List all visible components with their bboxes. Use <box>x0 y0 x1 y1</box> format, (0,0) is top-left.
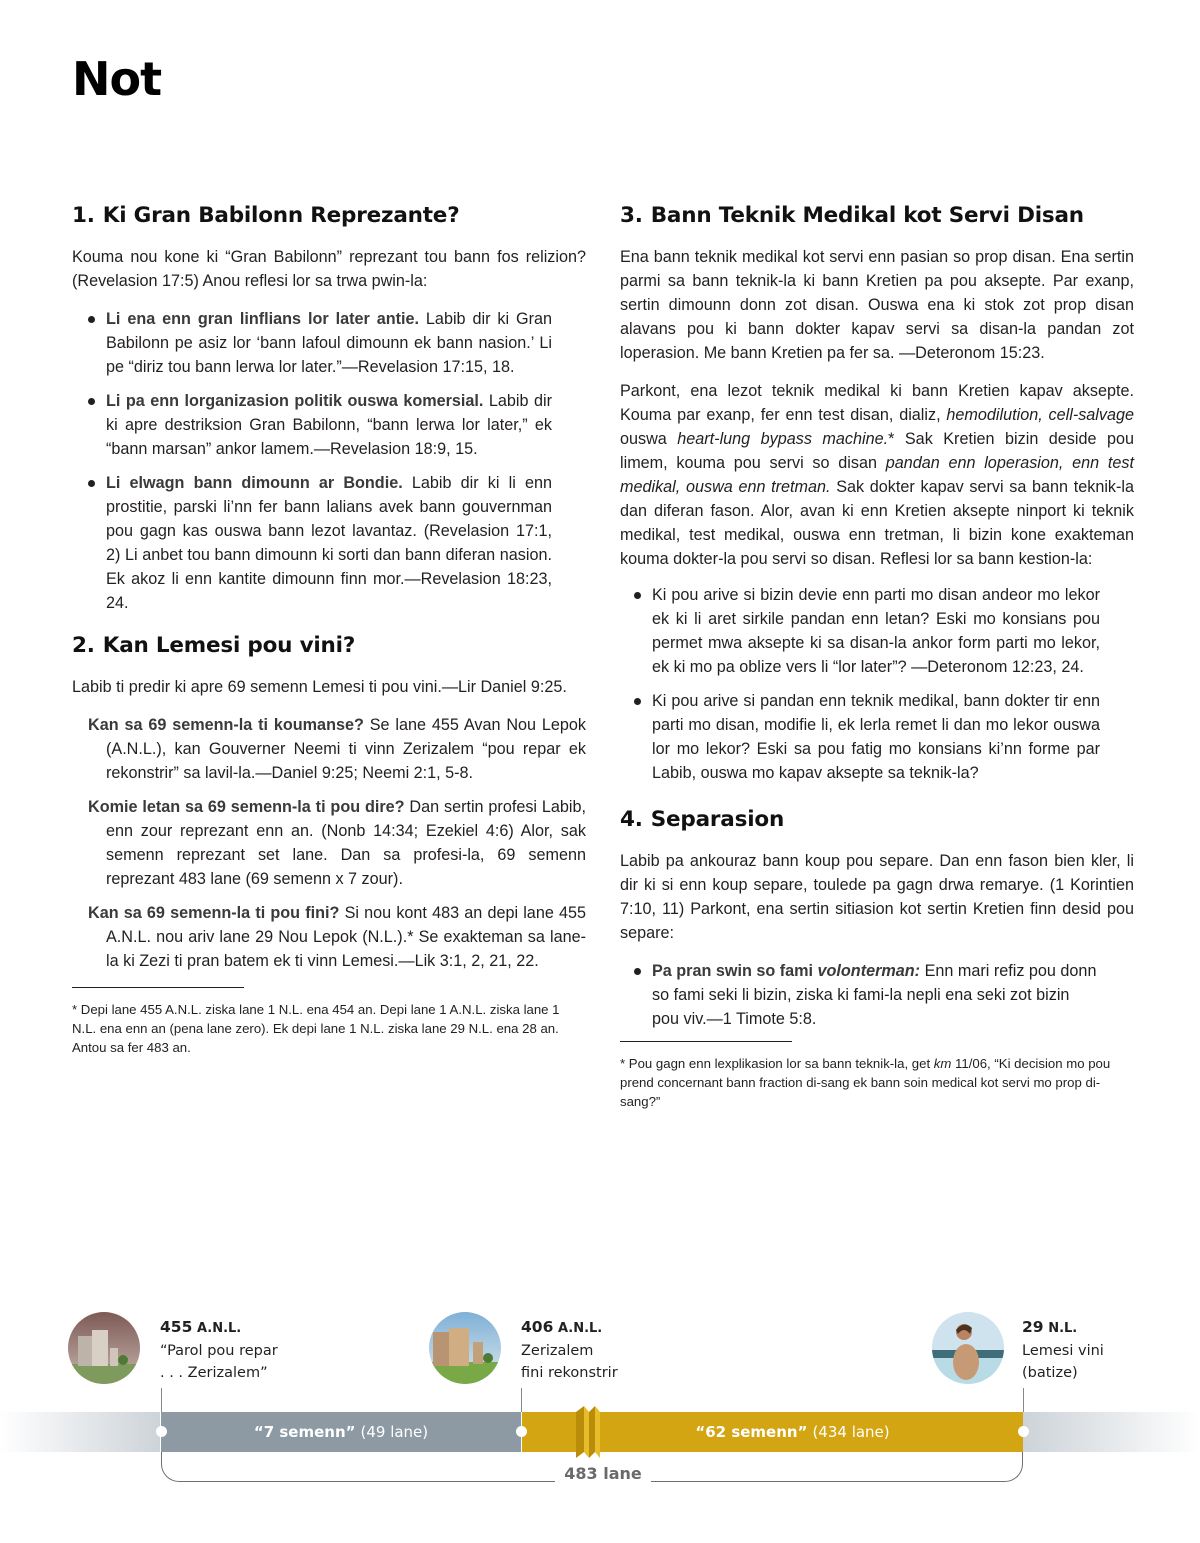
section-1-heading <box>72 203 586 229</box>
section-2-heading <box>72 633 586 659</box>
bullet-text: Labib dir ki apre destriksion Gran Babilonn, “bann lerwa lor later,” ek “bann marsan” ankor lamem.—Revelasion 18:9, 15. <box>106 391 552 458</box>
section-number: 3. <box>620 203 643 228</box>
rebuilt-walls-icon <box>429 1312 501 1384</box>
bullet-icon <box>88 398 95 405</box>
bullet-icon <box>634 592 641 599</box>
event-455-label <box>160 1316 278 1384</box>
section-1-bullets <box>72 307 586 615</box>
segment-years: (434 lane) <box>812 1423 890 1441</box>
right-column <box>620 203 1134 1111</box>
qa-question: Komie letan sa 69 semenn-la ti pou dire? <box>88 797 405 816</box>
italic-term: pandan enn loperasion, enn test medikal, ouswa enn tretman. <box>620 453 1134 496</box>
italic-term: km <box>933 1055 952 1071</box>
bullet-text: Enn mari refiz pou donn so fami seki li bizin, ziska ki fami-la nepli ena seki zot bizin pou viv.—1 Timote 5:8. <box>652 961 1097 1028</box>
event-29-label <box>1022 1316 1104 1384</box>
bullet-text: Ki pou arive si pandan enn teknik medikal, bann dokter tir enn parti mo disan, modifie li, ek lerla remet li dan mo lekor ouswa lor mo lekor? Eski sa pou fatig mo konsians ki’nn forme par Labib, ouswa mo kapav aksepte sa teknik-la? <box>652 691 1100 782</box>
italic-term: heart-lung bypass machine. <box>677 429 889 448</box>
event-year: 455 <box>160 1318 193 1336</box>
event-tick <box>161 1388 162 1412</box>
event-description: Lemesi vini <box>1022 1343 1104 1359</box>
section-3-paragraph-2 <box>620 379 1134 571</box>
bullet-lead: Pa pran swin so fami <box>652 961 818 980</box>
timeline-node <box>1018 1426 1029 1437</box>
event-era: A.N.L. <box>196 1321 242 1336</box>
bullet-text: Ki pou arive si bizin devie enn parti mo disan andeor mo lekor ek ki li aret sirkile pandan enn letan? Eski mo konsians pou permet mwa aksepte ki sa disan-la ankor form parti mo lekor, ek ki mo pa oblize vers li “lor later”? —Deteronom 12:23, 24. <box>652 585 1100 676</box>
text-run: Sak dokter kapav servi sa bann teknik-la dan diferan fason. Alor, avan ki enn Kretien aksepte ninport ki teknik medikal, test medikal, ouswa enn tretman, li bizin kone exakteman kouma dokter-la pou servi so disan. Reflesi lor sa bann kestion-la: <box>620 477 1134 568</box>
text-run: * Pou gagn enn lexplikasion lor sa bann teknik-la, get <box>620 1055 934 1071</box>
timeline-fade-left <box>0 1412 160 1452</box>
qa-question: Kan sa 69 semenn-la ti koumanse? <box>88 715 364 734</box>
seventy-weeks-timeline <box>0 1300 1200 1500</box>
footnote-left: * Depi lane 455 A.N.L. ziska lane 1 N.L. ena 454 an. Depi lane 1 A.N.L. ziska lane 1 N.L. ena enn an (pena lane zero). Ek depi lane 1 N.L. ziska lane 29 N.L. ena 28 an. Antou sa fer 483 an. <box>72 1001 560 1055</box>
section-2 <box>72 633 586 1057</box>
bullet-item <box>72 471 586 615</box>
bullet-lead-italic: volonterman: <box>817 961 921 980</box>
bullet-item <box>620 689 1134 785</box>
event-era: N.L. <box>1048 1321 1078 1336</box>
baptism-icon <box>932 1312 1004 1384</box>
event-description: Zerizalem <box>521 1343 594 1359</box>
bullet-item <box>620 959 1134 1031</box>
ruined-walls-icon <box>68 1312 140 1384</box>
footnote-divider <box>620 1041 792 1042</box>
italic-term: hemodilution, cell-salvage <box>946 405 1135 424</box>
section-4 <box>620 807 1134 1111</box>
section-number: 4. <box>620 806 643 832</box>
bullet-icon <box>88 480 95 487</box>
segment-label: “7 semenn” <box>253 1423 356 1441</box>
footnote-right <box>620 1054 1134 1111</box>
section-3-paragraph-1: Ena bann teknik medikal kot servi enn pasian so prop disan. Ena sertin parmi sa bann teknik-la ki bann Kretien pa pou aksepte. Par exanp, sertin dimounn donn zot disan. Ouswa ena ki stok zot prop disan alavans pou ki bann dokter kapav servi sa disan-la pandan zot loperasion. Me bann Kretien pa fer sa. —Deteronom 15:23. <box>620 247 1134 362</box>
timeline-fade-right <box>1023 1412 1200 1452</box>
section-4-bullets <box>620 959 1134 1031</box>
section-title: Bann Teknik Medikal kot Servi Disan <box>650 203 1084 228</box>
section-number: 2. <box>72 632 95 658</box>
bullet-icon <box>634 698 641 705</box>
bullet-item <box>620 583 1134 679</box>
event-year: 29 <box>1022 1318 1044 1336</box>
qa-answer: Se lane 455 Avan Nou Lepok (A.N.L.), kan Gouverner Neemi ti vinn Zerizalem “pou repar ek rekonstrir” sa lavil-la.—Daniel 9:25; Neemi 2:1, 5-8. <box>106 715 586 782</box>
text-run: Parkont, ena lezot teknik medikal ki bann Kretien kapav aksepte. Kouma par exanp, fer enn test disan, dializ, <box>620 381 1134 424</box>
segment-label: “62 semenn” <box>695 1423 808 1441</box>
section-3 <box>620 203 1134 785</box>
bullet-lead: Li ena enn gran linflians lor later antie. <box>106 309 419 328</box>
event-description: fini rekonstrir <box>521 1365 618 1381</box>
text-run: 11/06, “Ki decision mo pou prend concernant bann fraction di-sang ek bann soin medical kot servi mo prop di-sang?” <box>620 1055 1111 1109</box>
qa-item <box>88 901 586 973</box>
event-tick <box>521 1388 522 1412</box>
event-year: 406 <box>521 1318 554 1336</box>
page-title: Not <box>72 52 162 106</box>
bullet-item <box>72 307 586 379</box>
section-title: Separasion <box>650 806 785 832</box>
segment-7-weeks <box>161 1412 521 1452</box>
bullet-text: Labib dir ki Gran Babilonn pe asiz lor ‘bann lafoul dimounn ek bann nasion.’ Li pe “diriz tou bann lerwa lor later.”—Revelasion 17:15, 18. <box>106 309 553 376</box>
segment-years: (49 lane) <box>360 1423 429 1441</box>
event-tick <box>1023 1388 1024 1412</box>
section-3-heading <box>620 203 1134 229</box>
bullet-lead: Li elwagn bann dimounn ar Bondie. <box>106 473 403 492</box>
bullet-text: Labib dir ki li enn prostitie, parski li’nn fer bann lalians avek bann gouvernman pou gagn kas ouswa bann lezot lavantaz. (Revelasion 17:1, 2) Li anbet tou bann dimounn ki sorti dan bann diferan nasion. Ek akoz li enn kantite dimounn finn mor.—Revelasion 18:23, 24. <box>106 473 552 612</box>
section-title: Kan Lemesi pou vini? <box>102 632 356 658</box>
section-4-heading <box>620 807 1134 833</box>
event-description: “Parol pou repar <box>160 1343 278 1359</box>
qa-answer: Dan sertin profesi Labib, enn zour reprezant enn an. (Nonb 14:34; Ezekiel 4:6) Alor, sak semenn reprezant set lane. Dan sa profesi-la, 69 semenn reprezant 483 lane (69 semenn x 7 zour). <box>106 797 586 888</box>
section-1 <box>72 203 586 615</box>
qa-item <box>88 713 586 785</box>
event-description: . . . Zerizalem” <box>160 1365 268 1381</box>
event-description: (batize) <box>1022 1365 1078 1381</box>
timeline-node <box>156 1426 167 1437</box>
qa-item <box>88 795 586 891</box>
event-era: A.N.L. <box>557 1321 603 1336</box>
section-number: 1. <box>72 203 95 228</box>
section-title: Ki Gran Babilonn Reprezante? <box>102 203 460 228</box>
event-406-label <box>521 1316 618 1384</box>
text-run: * Sak Kretien bizin deside pou limem, kouma pou servi so disan <box>620 429 1134 472</box>
section-4-intro: Labib pa ankouraz bann koup pou separe. Dan enn fason bien kler, li dir ki si enn koup separe, toulede pa gagn drwa remarye. (1 Korintien 7:10, 11) Parkont, ena sertin sitiasion kot sertin Kretien finn desid pou separe: <box>620 851 1134 942</box>
section-3-bullets <box>620 583 1134 785</box>
bullet-icon <box>634 968 641 975</box>
left-column <box>72 203 586 1057</box>
bullet-item <box>72 389 586 461</box>
footnote-divider <box>72 987 244 988</box>
text-run: ouswa <box>620 429 678 448</box>
section-1-intro: Kouma nou kone ki “Gran Babilonn” reprezant tou bann fos relizion? (Revelasion 17:5) Anou reflesi lor sa trwa pwin-la: <box>72 247 586 290</box>
bullet-icon <box>88 316 95 323</box>
timeline-node <box>516 1426 527 1437</box>
bullet-lead: Li pa enn lorganizasion politik ouswa komersial. <box>106 391 484 410</box>
qa-answer: Si nou kont 483 an depi lane 455 A.N.L. nou ariv lane 29 Nou Lepok (N.L.).* Se exakteman sa lane-la ki Zezi ti pran batem ek ti vinn Lemesi.—Lik 3:1, 2, 21, 22. <box>106 903 586 970</box>
total-span-label: 483 lane <box>555 1464 651 1483</box>
section-2-qa <box>88 713 586 973</box>
qa-question: Kan sa 69 semenn-la ti pou fini? <box>88 903 340 922</box>
section-2-intro: Labib ti predir ki apre 69 semenn Lemesi ti pou vini.—Lir Daniel 9:25. <box>72 677 567 696</box>
